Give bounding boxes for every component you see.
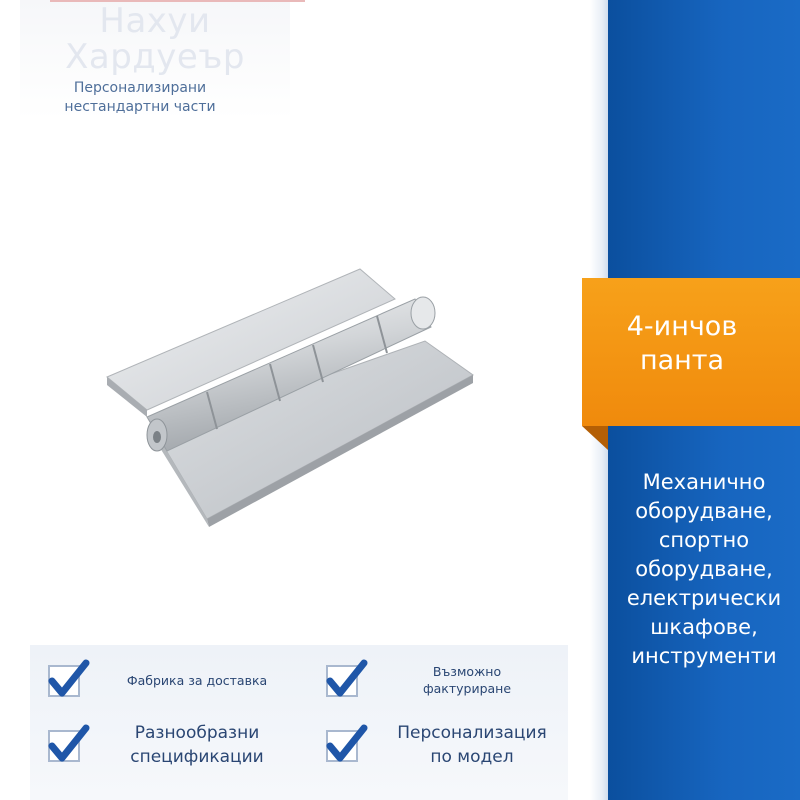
feature-label: Фабрика за доставка (126, 672, 268, 688)
product-title-line2: панта (639, 345, 725, 376)
application-line: шкафове, (650, 615, 758, 639)
feature-label-line2: по модел (430, 747, 514, 767)
checkmark-icon (46, 722, 92, 768)
banner-fold (582, 426, 608, 450)
feature-label (382, 663, 552, 697)
feature-label (112, 721, 282, 769)
checkmark-icon (324, 722, 370, 768)
checkmark-icon (46, 657, 92, 703)
feature-customization (324, 721, 562, 769)
feature-specifications (46, 721, 282, 769)
checkmark-icon (324, 657, 370, 703)
feature-label-line1: Персонализация (397, 723, 547, 743)
application-line: Механично (642, 470, 766, 494)
hinge-icon (95, 255, 495, 535)
application-line: инструменти (631, 644, 777, 668)
application-line: оборудване, (635, 499, 773, 523)
product-title-line1: 4-инчов (626, 311, 738, 342)
feature-label-line2: фактуриране (422, 681, 512, 696)
features-box (30, 645, 568, 800)
hinge-product-image (95, 255, 495, 535)
brand-name-line2: Хардуеър (65, 37, 245, 77)
brand-tagline-line2: нестандартни части (64, 99, 216, 115)
applications-list (614, 468, 794, 671)
application-line: спортно (658, 528, 750, 552)
brand-name-line1: Нахуи (99, 1, 211, 41)
application-line: оборудване, (635, 557, 773, 581)
feature-label-line2: спецификации (130, 747, 264, 767)
brand-block (20, 0, 290, 120)
feature-label-line1: Възможно (432, 664, 502, 679)
feature-label (382, 721, 562, 769)
feature-label-line1: Разнообразни (134, 723, 260, 743)
feature-factory-supply (46, 657, 282, 703)
feature-invoicing (324, 657, 552, 703)
brand-tagline-line1: Персонализирани (73, 80, 207, 96)
application-line: електрически (626, 586, 782, 610)
